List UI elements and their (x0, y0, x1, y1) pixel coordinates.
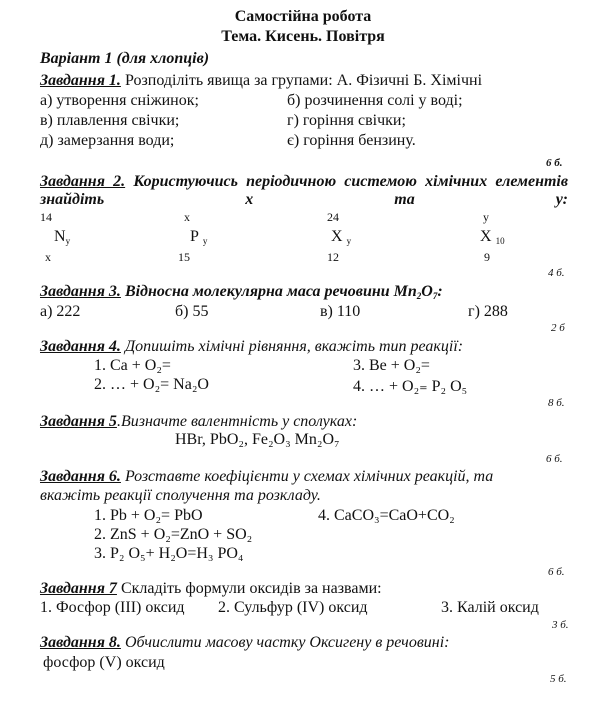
el4-top: у (483, 210, 489, 224)
task7-line (40, 580, 382, 598)
task1-item-b: б) розчинення солі у воді; (287, 92, 463, 109)
task6-line1 (40, 468, 493, 486)
task6-eq4: 4. CaCO₃=CaO+CO₂ (318, 507, 455, 524)
task1-label: Завдання 1. (40, 72, 121, 89)
task1-item-v: в) плавлення свічки; (40, 112, 180, 129)
el3-symbol: X $_у$ (331, 228, 352, 246)
task7-text: Складіть формули оксидів за назвами: (120, 580, 382, 597)
task7-item-1: 1. Фосфор (ІІІ) оксид (40, 599, 185, 616)
task8-label: Завдання 8. (40, 634, 121, 651)
task4-label: Завдання 4. (40, 338, 121, 355)
task5-text: .Визначте валентність у сполуках: (116, 413, 358, 430)
task1-item-ye: є) горіння бензину. (287, 132, 416, 149)
variant-heading: Варіант 1 (для хлопців) (40, 50, 210, 67)
task5-line (40, 413, 357, 431)
task8-line (40, 634, 449, 652)
task5-points: 6 б. (546, 453, 563, 465)
task4-eq1: 1. Ca + O₂= (94, 357, 171, 374)
task1-line (40, 72, 482, 90)
task6-eq2: 2. ZnS + O₂=ZnO + SO₂ (94, 526, 253, 543)
page-title: Самостійна робота (234, 8, 372, 25)
task2-points: 4 б. (548, 267, 565, 279)
task1-item-a: а) утворення сніжинок; (40, 92, 199, 109)
task2-line (40, 173, 568, 209)
task1-item-d: д) замерзання води; (40, 132, 175, 149)
task3-option-a: а) 222 (40, 303, 81, 320)
task8-substance: фосфор (V) оксид (43, 654, 165, 671)
task6-text1: Розставте коефіцієнти у схемах хімічних реакцій, та (124, 468, 494, 485)
task3-option-v: в) 110 (320, 303, 361, 320)
task5-compounds: HBr, PbO₂, Fe₂O₃ Mn₂O₇ (175, 431, 340, 448)
el1-symbol: $N_у$ (54, 228, 71, 246)
task3-line: Завдання 3. Відносна молекулярна маса речовини $Mn_2O_7$: (40, 283, 443, 301)
task7-label: Завдання 7 (40, 580, 117, 597)
task3-points: 2 б (551, 322, 565, 334)
page-subtitle: Тема. Кисень. Повітря (221, 28, 385, 45)
task1-text: Розподіліть явища за групами: А. Фізичні Б. Хімічні (124, 72, 483, 89)
el2-symbol: P $_у$ (190, 228, 208, 246)
el4-symbol: X $_{10}$ (480, 228, 505, 246)
task7-item-2: 2. Сульфур (ІV) оксид (218, 599, 368, 616)
task3-label: Завдання 3. (40, 283, 121, 300)
task4-points: 8 б. (548, 397, 565, 409)
task7-points: 3 б. (552, 619, 569, 631)
task6-eq3: 3. P₂ O₅+ H₂O=H₃ PO₄ (94, 545, 244, 562)
task2-label: Завдання 2. (40, 173, 126, 190)
task8-points: 5 б. (550, 673, 567, 685)
task7-item-3: 3. Калій оксид (441, 599, 539, 616)
task3-text: Відносна молекулярна маса речовини Mn (124, 283, 417, 300)
task3-option-b: б) 55 (175, 303, 209, 320)
task6-eq1: 1. Pb + O₂= PbO (94, 507, 203, 524)
task2-text: Користуючись періодичною системою хімічних елементів знайдіть х та у: (40, 173, 569, 208)
task4-eq3: 3. Be + O₂= (353, 357, 430, 374)
task4-eq4: 4. … + O₂₌ P₂ O₅ (353, 378, 468, 395)
task1-points: 6 б. (546, 157, 563, 169)
task1-item-g: г) горіння свічки; (287, 112, 406, 129)
el1-bottom: х (45, 250, 51, 264)
el2-top: х (184, 210, 190, 224)
task4-text: Допишіть хімічні рівняння, вкажіть тип реакції: (124, 338, 464, 355)
task6-points: 6 б. (548, 566, 565, 578)
el1-top: 14 (40, 210, 52, 224)
el4-bottom: 9 (484, 250, 490, 264)
task6-label: Завдання 6. (40, 468, 121, 485)
task4-eq2: 2. … + O₂= Na₂O (94, 376, 209, 393)
el3-bottom: 12 (327, 250, 339, 264)
el2-bottom: 15 (178, 250, 190, 264)
task3-option-g: г) 288 (468, 303, 508, 320)
task6-text2: вкажіть реакції сполучення та розкладу. (40, 487, 321, 504)
task8-text: Обчислити масову частку Оксигену в речовині: (124, 634, 450, 651)
task4-line (40, 338, 463, 356)
task5-label: Завдання 5 (40, 413, 117, 430)
el3-top: 24 (327, 210, 339, 224)
